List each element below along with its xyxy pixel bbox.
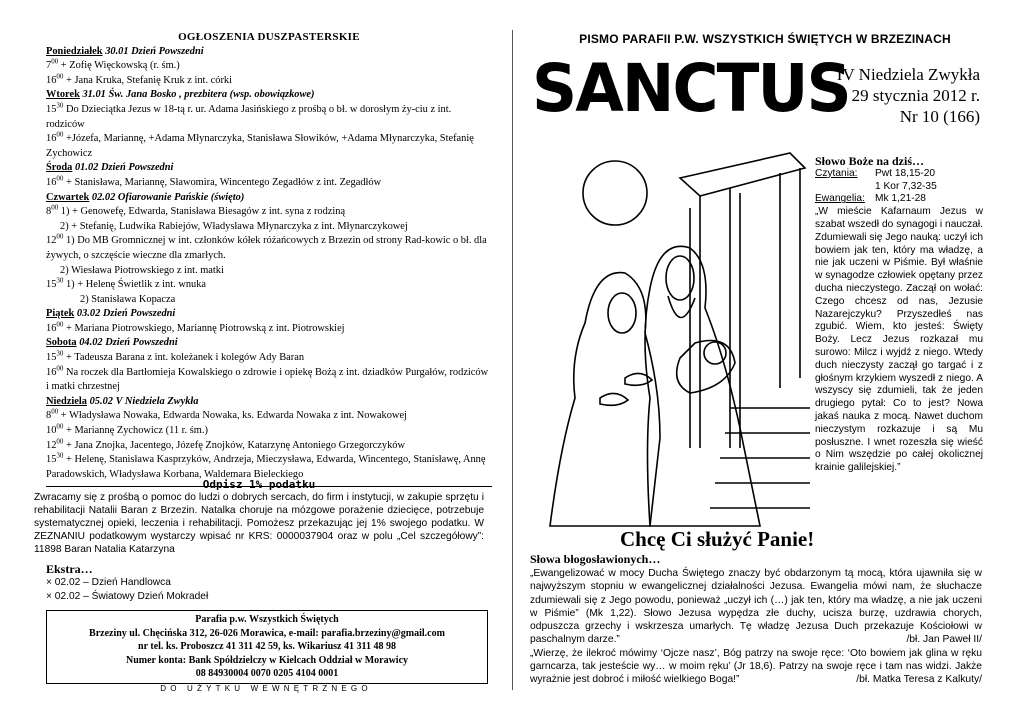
mass-hour: 7 (46, 60, 52, 72)
parish-info-box (46, 610, 488, 684)
teresa-signature: /bł. Matka Teresa z Kalkuty/ (856, 674, 982, 686)
mass-hour: 8 (46, 410, 52, 422)
mass-minute: 30 (56, 349, 64, 358)
intention-text: + Mariana Piotrowskiego, Mariannę Piotrowską z int. Piotrowskiej (63, 322, 345, 334)
day-feast: 31.01 Św. Jana Bosko , prezbitera (wsp. obowiązkowe) (82, 89, 315, 101)
newsletter-header: PISMO PARAFII P.W. WSZYSTKICH ŚWIĘTYCH W BRZEZINACH (579, 32, 951, 46)
day-heading (46, 191, 492, 206)
mass-minute: 00 (56, 130, 64, 139)
ewangelia-ref: Mk 1,21-28 (875, 193, 926, 205)
day-name: Wtorek (46, 89, 80, 101)
slowo-section (815, 155, 983, 475)
parish-account: 08 84930004 0070 0205 4104 0001 (195, 668, 339, 680)
column-divider (512, 30, 513, 690)
parish-phones: nr tel. ks. Proboszcz 41 311 42 59, ks. Wikariusz 41 311 48 98 (138, 641, 396, 653)
mass-hour: 8 (46, 206, 52, 218)
intention-text: 2) Wiesława Piotrowskiego z int. matki (60, 264, 224, 276)
intention-text: 1) + Genowefę, Edwarda, Stanisława Biesagów z int. syna z rodziną (58, 206, 346, 218)
odpisz-title: Odpisz 1% podatku (202, 478, 316, 491)
day-name: Środa (46, 162, 73, 174)
slowa-text (530, 567, 982, 687)
day-name: Piątek (46, 308, 75, 320)
intention-text: + Tadeusza Barana z int. koleżanek i kolegów Ady Baran (63, 352, 305, 364)
intention-text: 1) Do MB Gromnicznej w int. członków kółek różańcowych z Brzezin od strony Rad-kowic o bł. dla żywych, o szczęście wieczne dla zmarłych. (46, 235, 487, 261)
mass-intention (46, 366, 492, 395)
ekstra-title: Ekstra… (46, 562, 93, 576)
sun-shape (583, 161, 647, 225)
mass-intention (46, 409, 492, 424)
mass-minute: 00 (56, 232, 64, 241)
mass-intention (46, 264, 492, 279)
day-feast: 01.02 Dzień Powszedni (74, 162, 174, 174)
day-heading (46, 395, 492, 410)
day-heading (46, 45, 492, 60)
parish-name: Parafia p.w. Wszystkich Świętych (195, 614, 339, 625)
intention-text: + Mariannę Zychowicz (11 r. śm.) (63, 425, 208, 437)
day-name: Czwartek (46, 191, 90, 203)
odpisz-text: Zwracamy się z prośbą o pomoc do ludzi o dobrych sercach, do firm i instytucji, w zakupie sprzętu i rehabilitacji Natalii Baran z Brzezin. Natalka choruje na mózgowe porażenie dziecięce, potrzebuje systematycznej opieki, leczenia i rehabilitacji. Pomożesz przekazując jej 1% swojego podatku. W ZEZNANIU podatkowym wystarczy wpisać nr KRS: 0000037904 oraz w polu „Cel szczegółowy”: 11898 Baran Natalia Katarzyna (34, 492, 484, 555)
issue-info (800, 64, 980, 127)
day-feast: 30.01 Dzień Powszedni (105, 45, 204, 57)
intention-text: +Józefa, Mariannę, +Adama Młynarczyka, Stanisława Słowików, +Adama Młynarczyka, Stefanię Zychowicz (46, 133, 474, 159)
presentation-illustration (530, 148, 810, 528)
day-name: Niedziela (46, 395, 87, 407)
jp2-signature: /bł. Jan Paweł II/ (906, 634, 982, 646)
intention-text: + Zofię Więckowską (r. śm.) (58, 60, 180, 72)
mass-hour: 15 (46, 454, 57, 466)
czytania-row (815, 168, 983, 181)
mass-hour: 16 (46, 366, 57, 378)
mass-hour: 16 (46, 133, 57, 145)
mass-minute: 00 (51, 407, 59, 416)
mass-intention (46, 278, 492, 293)
intention-text: + Stanisława, Mariannę, Sławomira, Wincentego Zegadłów z int. Zegadłów (63, 176, 382, 188)
odpisz-section (34, 478, 484, 556)
czytania-label: Czytania: (815, 167, 858, 179)
mass-hour: 15 (46, 279, 57, 291)
mass-hour: 16 (46, 176, 57, 188)
day-heading (46, 88, 492, 103)
mass-minute: 00 (56, 320, 64, 329)
mass-minute: 00 (56, 437, 64, 446)
issue-sunday: IV Niedziela Zwykła (836, 65, 980, 84)
mass-intention (46, 234, 492, 263)
days-list (46, 45, 492, 488)
mass-intention (46, 424, 492, 439)
mass-intention (46, 322, 492, 337)
mass-intention (46, 205, 492, 220)
mass-hour: 15 (46, 352, 57, 364)
mass-hour: 12 (46, 235, 57, 247)
mass-hour: 12 (46, 439, 57, 451)
day-heading (46, 336, 492, 351)
mass-minute: 30 (56, 276, 64, 285)
mass-minute: 00 (56, 72, 64, 81)
mass-intention (46, 74, 492, 89)
intention-text: + Jana Znojka, Jacentego, Józefę Znojków, Katarzynę Antoniego Grzegorczyków (63, 439, 405, 451)
mass-intention (46, 293, 492, 308)
day-feast: 02.02 Ofiarowanie Pańskie (święto) (91, 191, 245, 203)
parish-bank: Numer konta: Bank Spółdzielczy w Kielcach Oddział w Morawicy (125, 654, 409, 666)
mass-minute: 00 (51, 203, 59, 212)
ekstra-section (46, 563, 486, 603)
intention-text: Do Dzieciątka Jezus w 18-tą r. ur. Adama Jasińskiego z prośbą o bł. w dorosłym ży-ciu z int. rodziców (46, 103, 452, 130)
day-heading (46, 307, 492, 322)
parish-address: Brzeziny ul. Chęcińska 312, 26-026 Morawica, e-mail: parafia.brzeziny@gmail.com (89, 627, 445, 639)
intention-text: 2) + Stefanię, Ludwika Rabiejów, Władysława Młynarczyka z int. Młynarczykowej (60, 220, 408, 232)
footer-note: DO UŻYTKU WEWNĘTRZNEGO (160, 684, 372, 693)
teresa-quote: „Wierzę, że ilekroć mówimy ‘Ojcze nasz’, Bóg patrzy na swoje ręce: ‘Oto bowiem jak glina w ręku garncarza, tak jesteście wy… w moim ręku’ (Jr 18,6). Patrzy na swoje ręce i tam nas widzi. Jakże wyrażnie jest dobroć i miłość wielkiego Boga!” (530, 647, 982, 686)
day-heading (46, 161, 492, 176)
mass-hour: 15 (46, 103, 57, 115)
jp2-quote: „Ewangelizować w mocy Ducha Świętego znaczy być obdarzonym tą mocą, która ujawniła się w najwyższym stopniu w ewangelicznej działalności Jezusa. Ewangelia mówi nam, że słuchacze zdumiewali się z Jego powodu, ponieważ „uczył ich (…) jak ten, który ma władzę, a nie jak uczeni w Piśmie” (Mk 1,22). Słowo Jezusa wypędza złe duchy, ucisza burzę, uzdrawia chorych, odpuszcza grzechy i wskrzesza umarłych. Tę władzę Jezusa Duch przekazuje Kościołowi w paschalnym darze.” (530, 568, 982, 646)
announcements (46, 30, 492, 487)
mass-hour: 16 (46, 322, 57, 334)
mass-minute: 30 (56, 451, 64, 460)
czytania-row-2 (815, 181, 983, 194)
mass-intention (46, 176, 492, 191)
issue-date: 29 stycznia 2012 r. (851, 86, 980, 105)
sanctus-logo: SANCTUS (532, 50, 850, 127)
intention-text: + Władysława Nowaka, Edwarda Nowaka, ks. Edwarda Nowaka z int. Nowakowej (58, 410, 407, 422)
czytania-ref-1: Pwt 18,15-20 (875, 167, 936, 179)
intention-text: + Helenę, Stanisława Kasprzyków, Andrzeja, Mieczysława, Edwarda, Wincentego, Stanisławę, Annę Paradowskich, Władysława Korbana, Waldemara Bieleckiego (46, 454, 486, 480)
intention-text: Na roczek dla Bartłomieja Kowalskiego o zdrowie i opiekę Bożą z int. dziadków Purgałów, rodziców i matki chrzestnej (46, 366, 489, 393)
issue-number: Nr 10 (166) (899, 107, 980, 126)
ekstra-item: × 02.02 – Światowy Dzień Mokradeł (46, 590, 209, 602)
intention-text: 1) + Helenę Świetlik z int. wnuka (63, 279, 207, 291)
slowo-title: Słowo Boże na dziś… (815, 154, 925, 168)
day-feast: 05.02 V Niedziela Zwykła (89, 395, 199, 407)
ekstra-item: × 02.02 – Dzień Handlowca (46, 577, 171, 589)
mass-intention (46, 351, 492, 366)
mass-minute: 00 (56, 422, 64, 431)
gospel-quote: „W mieście Kafarnaum Jezus w szabat wszedł do synagogi i nauczał. Zdumiewali się Jego nauką: uczył ich bowiem jak ten, który ma władzę, a nie jak uczeni w Piśmie. Był właśnie w synagodze człowiek opętany przez ducha nieczystego. Zaczął on wołać: Czego chcesz od nas, Jezusie Nazarejczyku? Przyszedłeś nas zgubić. Wiem, kto jesteś: Święty Boży. Lecz Jezus rozkazał mu surowo: Milcz i wyjdź z niego. Wtedy duch nieczysty zaczął go targać i z głośnym krzykiem wyszedł z niego. A wszyscy się zdumieli, tak że jeden drugiego pytał: Co to jest? Nowa jakaś nauka z mocą. Nawet duchom nieczystym rozkazuje i są Mu posłuszne. I wnet rozeszła się wieść o Nim wszędzie po całej okolicznej krainie galilejskiej.” (815, 206, 983, 474)
day-name: Poniedziałek (46, 45, 103, 57)
spacer (815, 181, 875, 194)
mass-intention (46, 439, 492, 454)
announcements-title: OGŁOSZENIA DUSZPASTERSKIE (178, 31, 360, 43)
ewangelia-row (815, 193, 983, 206)
slowa-title: Słowa błogosławionych… (530, 552, 661, 566)
mass-minute: 00 (51, 57, 59, 66)
czytania-ref-2: 1 Kor 7,32-35 (875, 180, 937, 192)
mass-intention (46, 220, 492, 235)
mass-minute: 00 (56, 174, 64, 183)
chce-heading: Chcę Ci służyć Panie! (620, 527, 815, 551)
intention-text: 2) Stanisława Kopacza (80, 293, 176, 305)
intention-text: + Jana Kruka, Stefanię Kruk z int. córki (63, 74, 232, 86)
mass-minute: 00 (56, 364, 64, 373)
day-name: Sobota (46, 337, 77, 349)
mass-hour: 16 (46, 74, 57, 86)
mass-intention (46, 59, 492, 74)
mass-intention (46, 103, 492, 132)
day-feast: 03.02 Dzień Powszedni (76, 308, 176, 320)
ewangelia-label: Ewangelia: (815, 193, 865, 205)
day-feast: 04.02 Dzień Powszedni (79, 337, 178, 349)
mass-minute: 30 (56, 101, 64, 110)
mass-hour: 10 (46, 425, 57, 437)
mass-intention (46, 132, 492, 161)
